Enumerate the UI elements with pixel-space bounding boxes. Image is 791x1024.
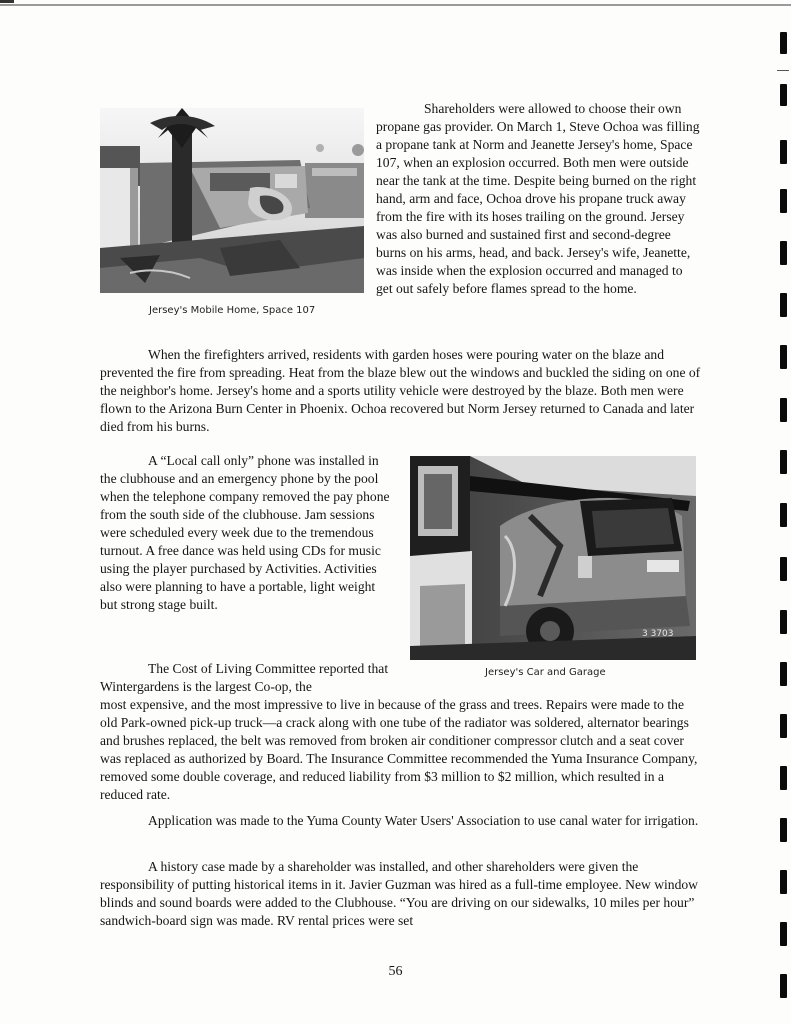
scan-binding-mark: [780, 140, 787, 164]
paragraph-history-case: A history case made by a shareholder was installed, and other shareholders were given the responsibility of putting historical items in it. Javier Guzman was hired as a full-time employee. New window blinds and sound boards were added to the Clubhouse. “You are driving on our sidewalks, 10 miles per hour” sandwich-board sign was made. RV rental prices were set: [100, 859, 698, 928]
scan-binding-mark: [780, 84, 787, 106]
scan-binding-mark: [780, 922, 787, 946]
page-number: 56: [388, 964, 403, 979]
scan-binding-mark: [780, 818, 787, 842]
scan-binding-mark: [780, 293, 787, 317]
scan-binding-mark: [780, 766, 787, 790]
scan-binding-mark: [780, 503, 787, 527]
car-photo-plate-mark: 3 3703: [642, 629, 674, 639]
scan-top-rule: [0, 4, 791, 6]
paragraph-firefighters: When the firefighters arrived, residents with garden hoses were pouring water on the blaze and prevented the fire from spreading. Heat from the blaze blew out the windows and buckled the siding on one of the neighbor's home. Jersey's home and a sports utility vehicle were destroyed by the blaze. Both men were flown to the Arizona Burn Center in Phoenix. Ochoa recovered but Norm Jersey returned to Canada and later died from his burns.: [100, 347, 701, 434]
paragraph-canal-water: Application was made to the Yuma County Water Users' Association to use canal water for irrigation.: [148, 813, 699, 828]
scan-binding-mark: [780, 32, 787, 54]
scan-corner-mark: [0, 0, 14, 3]
scan-binding-mark: [780, 557, 787, 581]
scan-binding-mark: [780, 398, 787, 422]
paragraph-phone-clubhouse: A “Local call only” phone was installed in the clubhouse and an emergency phone by the pool when the telephone company removed the pay phone from the south side of the clubhouse. Jam sessions were scheduled every week due to the tremendous turnout. A free dance was held using CDs for music using the player purchased by Activities. Activities also were planning to have a portable, light weight but strong stage built.: [100, 453, 390, 612]
caption-mobile-home: Jersey's Mobile Home, Space 107: [149, 305, 316, 316]
paragraph-propane-explosion: Shareholders were allowed to choose their own propane gas provider. On March 1, Steve Ochoa was filling a propane tank at Norm and Jeanette Jersey's home, Space 107, when an explosion occurred. Both men were outside near the tank at the time. Despite being burned on the right hand, arm and face, Ochoa drove his propane truck away from the fire with its hoses trailing on the ground. Jersey was also burned and sustained first and second-degree burns on his arms, head, and back. Jersey's wife, Jeanette, was inside when the explosion occurred and managed to get out safely before flames spread to the home.: [376, 101, 700, 296]
scan-binding-mark: [780, 870, 787, 894]
photo-jersey-mobile-home: [100, 108, 364, 293]
scan-binding-mark: [780, 189, 787, 213]
scan-binding-mark: [780, 241, 787, 265]
scan-tick: [777, 70, 789, 71]
scan-binding-mark: [780, 662, 787, 686]
scan-binding-mark: [780, 610, 787, 634]
paragraph-cost-of-living-continued: most expensive, and the most impressive to live in because of the grass and trees. Repairs were made to the old Park-owned pick-up truck—a crack along with one tube of the radiator was soldered, alternator bearings and brushes replaced, the belt was removed from broken air conditioner compressor clutch and a seat cover was replaced as authorized by Board. The Insurance Committee recommended the Yuma Insurance Company, removed some double coverage, and reduced liability from $3 million to $2 million, which resulted in a reduced rate.: [100, 697, 698, 802]
photo-jersey-car-garage: [410, 456, 696, 660]
mobile-home-photo-graphic: [100, 108, 364, 293]
scan-binding-mark: [780, 345, 787, 369]
scan-binding-mark: [780, 714, 787, 738]
car-garage-photo-graphic: [410, 456, 696, 660]
paragraph-cost-of-living-start: The Cost of Living Committee reported that Wintergardens is the largest Co-op, the: [100, 661, 389, 694]
caption-car-garage: Jersey's Car and Garage: [485, 667, 606, 678]
scan-binding-mark: [780, 450, 787, 474]
